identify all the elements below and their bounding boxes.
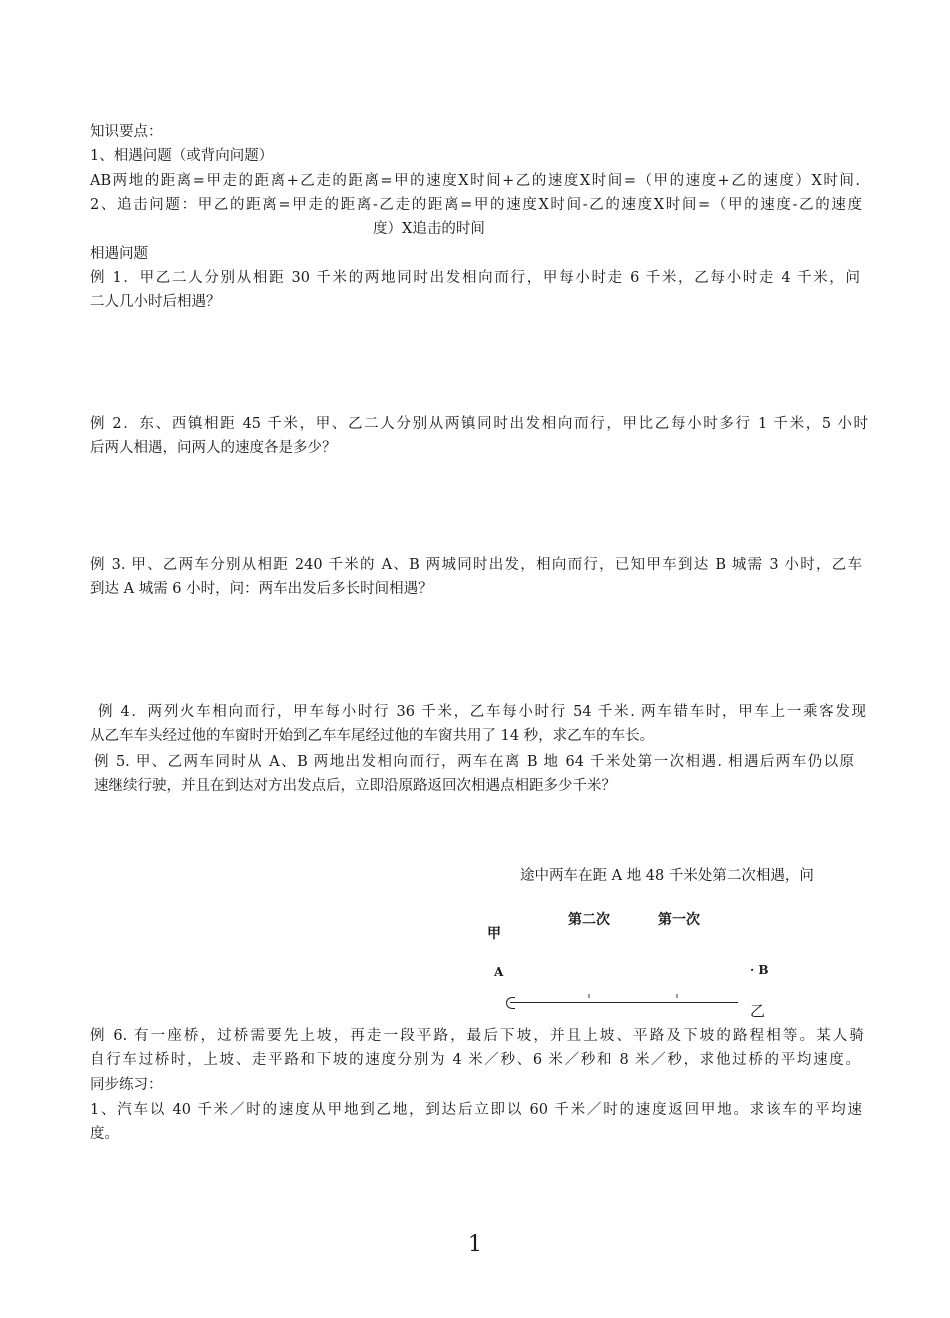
route-start-cap: [506, 997, 515, 1009]
section-title: 相遇问题: [90, 246, 148, 262]
label-jia: 甲: [487, 926, 501, 942]
example5-cut-text: 途中两车在距 A 地 48 千米处第二次相遇，问: [520, 868, 814, 884]
point1-formula: AB两地的距离=甲走的距离+乙走的距离=甲的速度X时间+乙的速度X时间=（甲的速度+乙的速度）X时间.: [90, 173, 860, 189]
first-meet-tick: [676, 994, 678, 998]
example3-line2: 到达 A 城需 6 小时，问：两车出发后多长时间相遇？: [90, 581, 433, 597]
example6-line1: 例 6. 有一座桥，过桥需要先上坡，再走一段平路，最后下坡，并且上坡、平路及下坡的路程相等。某人骑: [90, 1028, 864, 1044]
example3-line1: 例 3. 甲、乙两车分别从相距 240 千米的 A、B 两城同时出发，相向而行，已知甲车到达 B 城需 3 小时，乙车: [90, 557, 862, 573]
label-second-meet: 第二次: [568, 912, 610, 928]
point2-line2: 度）X追击的时间: [373, 221, 485, 237]
example6-line2: 自行车过桥时，上坡、走平路和下坡的速度分别为 4 米／秒、6 米／秒和 8 米／秒，求他过桥的平均速度。: [90, 1052, 860, 1068]
point1-title: 1、相遇问题（或背向问题）: [90, 148, 274, 164]
example5-line1: 例 5. 甲、乙两车同时从 A、B 两地出发相向而行，两车在离 B 地 64 千米处第一次相遇. 相遇后两车仍以原: [94, 754, 854, 770]
example2-line2: 后两人相遇，问两人的速度各是多少？: [90, 440, 337, 456]
second-meet-tick: [588, 994, 590, 998]
example2-line1: 例 2．东、西镇相距 45 千米，甲、乙二人分别从两镇同时出发相向而行，甲比乙每小时多行 1 千米，5 小时: [90, 416, 868, 432]
practice1-line1: 1、汽车以 40 千米／时的速度从甲地到乙地，到达后立即以 60 千米／时的速度返回甲地。求该车的平均速: [90, 1102, 862, 1118]
label-first-meet: 第一次: [658, 912, 700, 928]
label-b: · B: [750, 963, 769, 977]
practice1-line2: 度。: [90, 1126, 119, 1142]
label-yi: 乙: [750, 1002, 766, 1020]
example1-line2: 二人几小时后相遇？: [90, 294, 221, 310]
page-number: 1: [468, 1232, 482, 1257]
point2-line1: 2、追击问题：甲乙的距离=甲走的距离-乙走的距离=甲的速度X时间-乙的速度X时间=（甲的速度-乙的速度: [90, 197, 862, 213]
knowledge-title: 知识要点：: [90, 124, 163, 140]
example4-line1: 例 4．两列火车相向而行，甲车每小时行 36 千米，乙车每小时行 54 千米. 两车错车时，甲车上一乘客发现: [98, 704, 866, 720]
example1-line1: 例 1．甲乙二人分别从相距 30 千米的两地同时出发相向而行，甲每小时走 6 千米，乙每小时走 4 千米，问: [90, 270, 860, 286]
route-line: [510, 1002, 738, 1003]
example5-line2: 速继续行驶，并且在到达对方出发点后，立即沿原路返回次相遇点相距多少千米？: [94, 778, 616, 794]
meeting-diagram: [480, 862, 860, 1022]
example4-line2: 从乙车车头经过他的车窗时开始到乙车车尾经过他的车窗共用了 14 秒，求乙车的车长。: [90, 728, 655, 744]
label-a: A: [494, 965, 504, 979]
practice-title: 同步练习：: [90, 1077, 163, 1093]
